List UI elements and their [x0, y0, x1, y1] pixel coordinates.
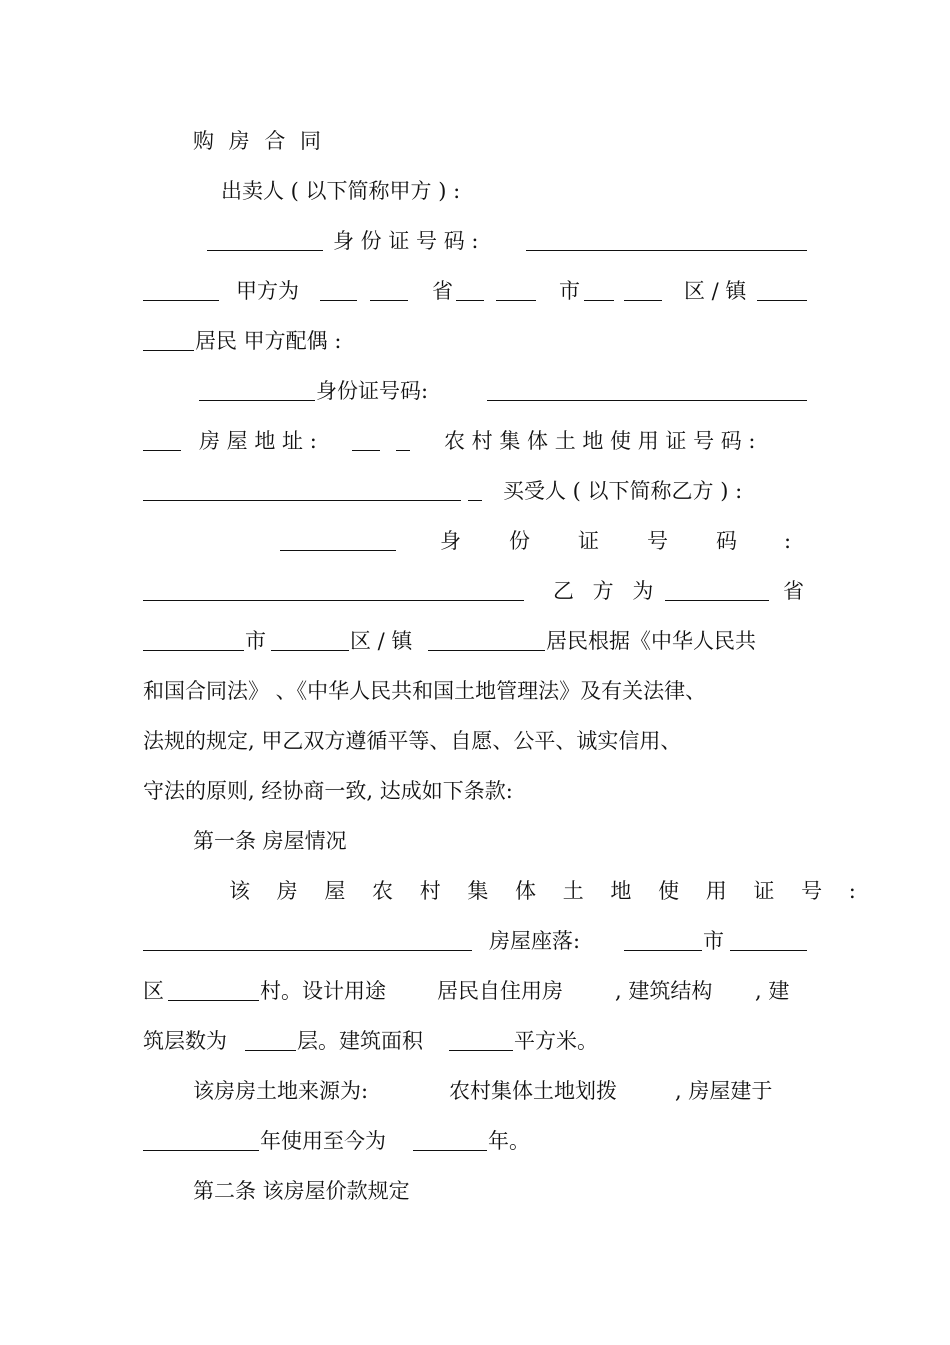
line-article1 — [143, 826, 808, 856]
line-house-address — [143, 426, 808, 456]
sqm-label: 平方米。 — [514, 1029, 598, 1053]
floors-suffix: 层。建筑面积 — [297, 1029, 423, 1053]
line-location — [143, 926, 808, 956]
house-address-label: 房 屋 地 址 : — [199, 429, 317, 453]
principle-text: 守法的原则, 经协商一致, 达成如下条款: — [143, 779, 513, 803]
blank — [624, 276, 662, 301]
spouse-id-blank — [487, 376, 807, 401]
line-title — [143, 126, 808, 156]
blank — [665, 576, 769, 601]
spouse-name-blank — [199, 376, 315, 401]
city-label: 市 — [559, 279, 580, 303]
year-label: 年。 — [488, 1129, 530, 1153]
buyer-intro: 买受人 ( 以下简称乙方 ) : — [503, 479, 743, 503]
line-buyer — [143, 476, 808, 506]
line-party-a — [143, 276, 808, 306]
blank — [352, 426, 380, 451]
line-article2 — [143, 1176, 808, 1206]
blank — [143, 276, 219, 301]
line-design — [143, 976, 808, 1006]
cert-no-label: 该 房 屋 农 村 集 体 土 地 使 用 证 号 : — [229, 879, 866, 903]
blank — [245, 1026, 296, 1051]
located-label: 房屋座落: — [489, 929, 581, 953]
blank — [624, 926, 702, 951]
land-source-value: 农村集体土地划拨 — [449, 1079, 617, 1103]
land-source-label: 该房房土地来源为: — [193, 1079, 369, 1103]
line-seller — [143, 176, 808, 206]
seller-name-blank — [207, 226, 323, 251]
year-used-until: 年使用至今为 — [260, 1129, 386, 1153]
blank — [320, 276, 357, 301]
id-label: 身 份 证 号 码 : — [333, 229, 479, 253]
comma-build: , 建 — [755, 979, 790, 1003]
built-in-label: , 房屋建于 — [675, 1079, 773, 1103]
floors-prefix: 筑层数为 — [143, 1029, 227, 1053]
line-principle — [143, 776, 808, 806]
blank — [449, 1026, 513, 1051]
blank — [413, 1126, 487, 1151]
blank — [468, 476, 482, 501]
resident-basis: 居民根据《中华人民共 — [546, 629, 756, 653]
district-town-label: 区 / 镇 — [684, 279, 747, 303]
party-a-is: 甲方为 — [236, 279, 299, 303]
blank — [757, 276, 807, 301]
line-cert-no — [143, 876, 866, 906]
district-label: 区 — [143, 979, 164, 1003]
article2-heading: 第二条 该房屋价款规定 — [193, 1179, 410, 1203]
line-buyer-id — [143, 526, 808, 556]
law-text: 和国合同法》 、《中华人民共和国土地管理法》及有关法律、 — [143, 679, 707, 703]
line-party-b — [143, 576, 808, 606]
id-char: 身 — [440, 529, 461, 553]
blank — [396, 426, 410, 451]
resident-spouse: 居民 甲方配偶 : — [195, 329, 342, 353]
blank — [370, 276, 408, 301]
blank — [456, 276, 484, 301]
city-label-2: 市 — [245, 629, 266, 653]
line-law — [143, 676, 808, 706]
id-char: 份 — [509, 529, 530, 553]
blank — [271, 626, 349, 651]
comma-structure: , 建筑结构 — [615, 979, 713, 1003]
line-spouse-id — [143, 376, 808, 406]
cert-no-blank — [143, 926, 472, 951]
line-spouse — [143, 326, 808, 356]
blank — [584, 276, 614, 301]
rural-land-cert-label: 农 村 集 体 土 地 使 用 证 号 码 : — [444, 429, 756, 453]
article1-heading: 第一条 房屋情况 — [193, 829, 347, 853]
village-design: 村。设计用途 — [260, 979, 386, 1003]
id-char: 号 — [647, 529, 668, 553]
line-floors — [143, 1026, 808, 1056]
buyer-name-blank — [280, 526, 396, 551]
use-value: 居民自住用房 — [437, 979, 563, 1003]
blank — [496, 276, 536, 301]
blank — [143, 626, 244, 651]
blank — [143, 476, 461, 501]
id-char: 证 — [578, 529, 599, 553]
party-b-is: 乙 方 为 — [553, 579, 660, 603]
id-char: : — [784, 529, 792, 553]
blank — [428, 626, 545, 651]
buyer-id-blank — [143, 576, 524, 601]
blank — [168, 976, 259, 1001]
blank — [730, 926, 807, 951]
contract-title: 购 房 合 同 — [193, 129, 326, 153]
province-label: 省 — [432, 279, 453, 303]
line-seller-id — [143, 226, 808, 256]
line-regulations — [143, 726, 808, 756]
blank — [143, 426, 181, 451]
district-town-label-2: 区 / 镇 — [350, 629, 413, 653]
line-land-source — [143, 1076, 808, 1106]
city-label-3: 市 — [703, 929, 724, 953]
id-char: 码 — [716, 529, 737, 553]
id-label-2: 身份证号码: — [316, 379, 429, 403]
blank — [143, 1126, 259, 1151]
regulations-text: 法规的规定, 甲乙双方遵循平等、自愿、公平、诚实信用、 — [143, 729, 682, 753]
province-label-2: 省 — [783, 579, 804, 603]
blank — [143, 326, 194, 351]
line-year — [143, 1126, 808, 1156]
line-city-basis — [143, 626, 808, 656]
seller-id-blank — [526, 226, 807, 251]
seller-intro: 出卖人 ( 以下简称甲方 ) : — [221, 179, 461, 203]
